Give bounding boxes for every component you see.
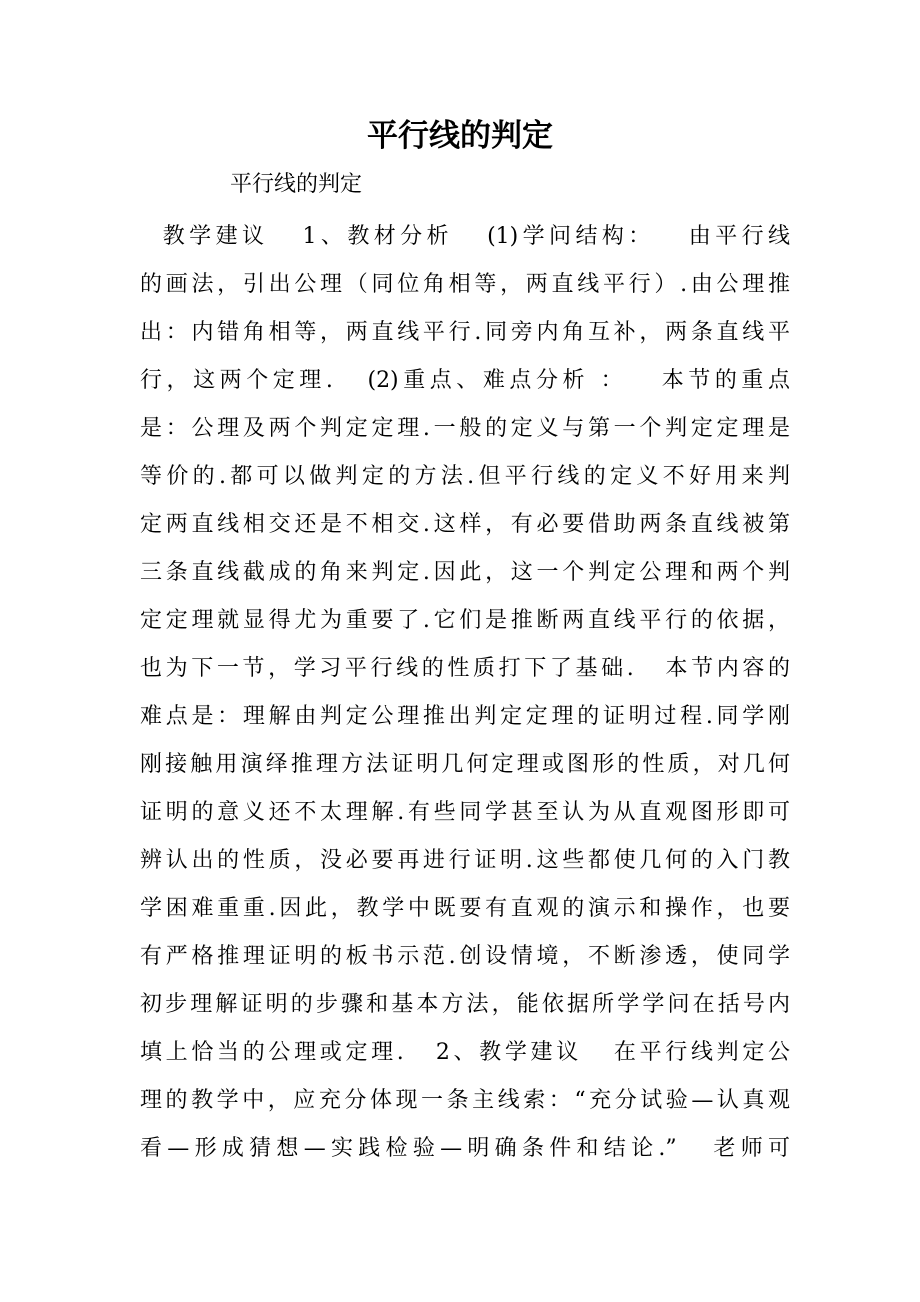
body-text-line: 看—形成猜想—实践检验—明确条件和结论.” 老师可 [140,1136,790,1161]
document-subtitle: 平行线的判定 [230,172,363,197]
body-text-line: 有严格推理证明的板书示范.创设情境，不断渗透，使同学 [140,944,790,969]
body-text-line: 教学建议 1、教材分析 (1)学问结构： 由平行线 [140,224,790,249]
body-text-line: 初步理解证明的步骤和基本方法，能依据所学学问在括号内 [140,992,790,1017]
body-text-line: 辨认出的性质，没必要再进行证明.这些都使几何的入门教 [140,848,790,873]
body-text-line: 是：公理及两个判定定理.一般的定义与第一个判定定理是 [140,416,790,441]
document-title: 平行线的判定 [367,118,553,154]
body-text-line: 三条直线截成的角来判定.因此，这一个判定公理和两个判 [140,560,790,585]
body-text-line: 定两直线相交还是不相交.这样，有必要借助两条直线被第 [140,512,790,537]
body-text-line: 理的教学中，应充分体现一条主线索：“充分试验—认真观 [140,1088,790,1113]
body-text-line: 刚接触用演绎推理方法证明几何定理或图形的性质，对几何 [140,752,790,777]
body-text-line: 难点是：理解由判定公理推出判定定理的证明过程.同学刚 [140,704,790,729]
body-text-line: 的画法，引出公理（同位角相等，两直线平行）.由公理推 [140,272,790,297]
body-text-line: 等价的.都可以做判定的方法.但平行线的定义不好用来判 [140,464,790,489]
body-text-line: 填上恰当的公理或定理. 2、教学建议 在平行线判定公 [140,1040,790,1065]
body-text-line: 定定理就显得尤为重要了.它们是推断两直线平行的依据， [140,608,790,633]
body-text-line: 出：内错角相等，两直线平行.同旁内角互补，两条直线平 [140,320,790,345]
body-text-line: 行，这两个定理. (2)重点、难点分析 ： 本节的重点 [140,368,790,393]
body-text-line: 学困难重重.因此，教学中既要有直观的演示和操作，也要 [140,896,790,921]
body-text-line: 也为下一节，学习平行线的性质打下了基础. 本节内容的 [140,656,790,681]
document-body [140,213,790,1173]
body-text-line: 证明的意义还不太理解.有些同学甚至认为从直观图形即可 [140,800,790,825]
